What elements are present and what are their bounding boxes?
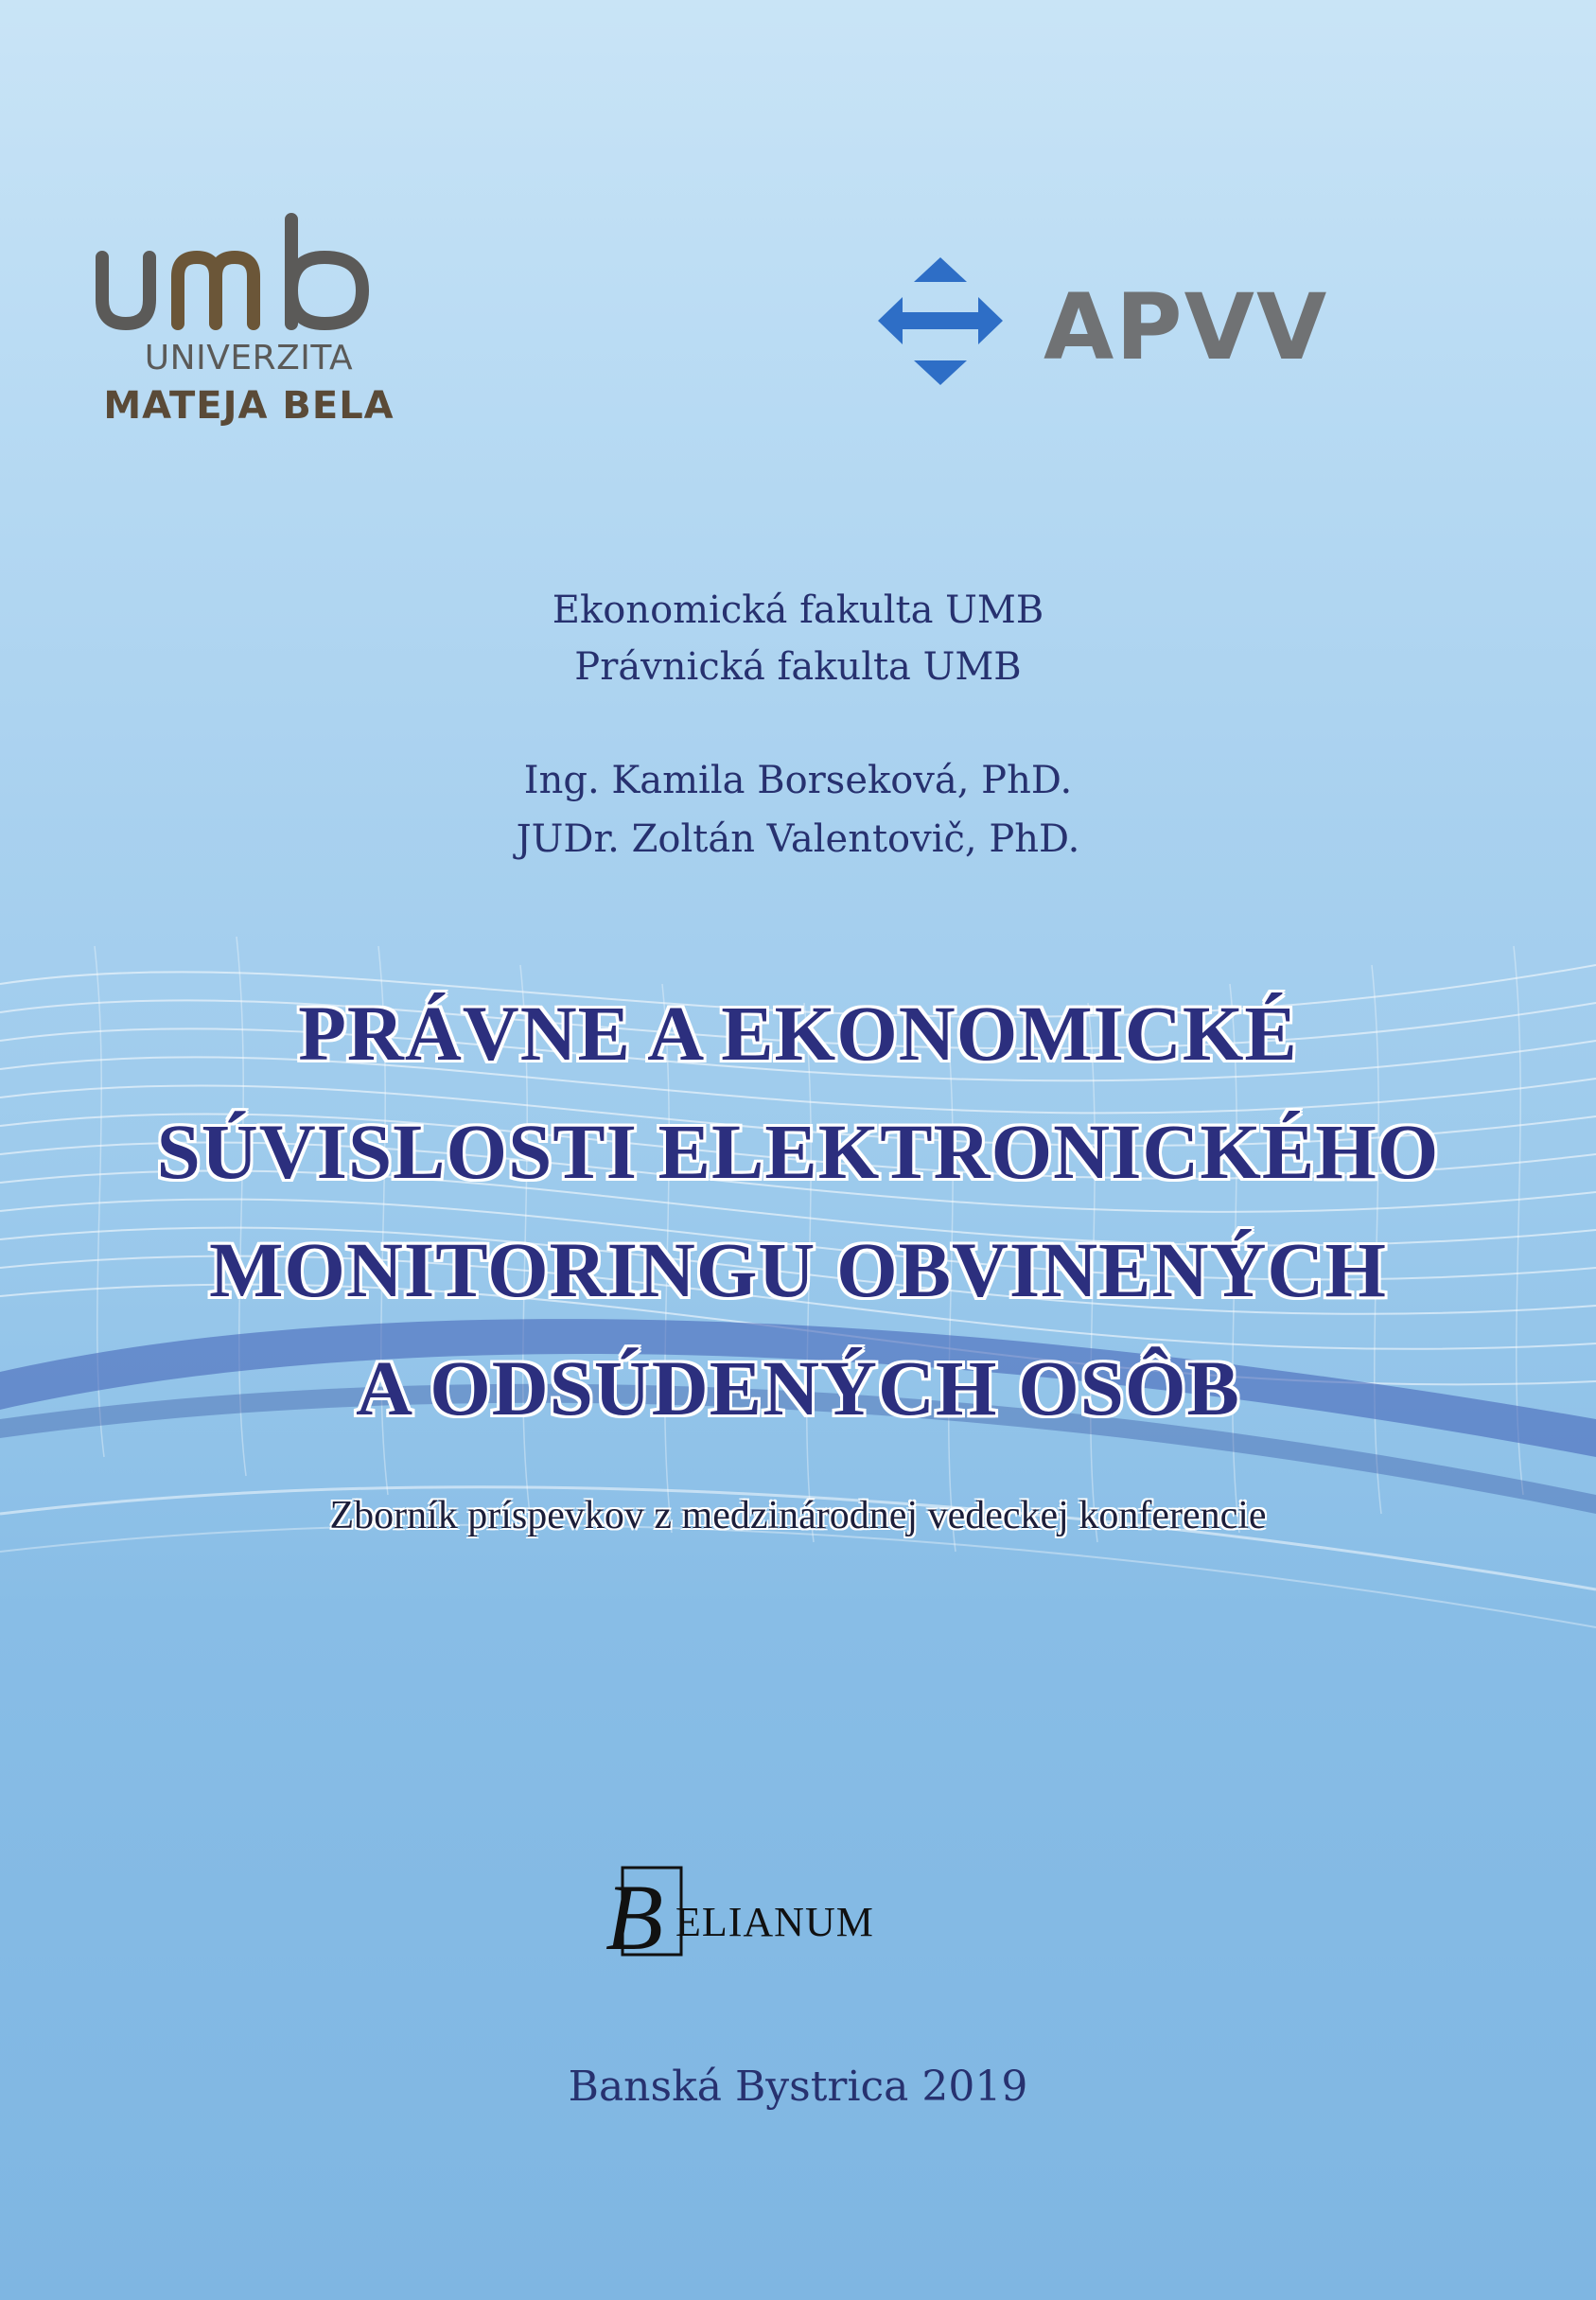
svg-text:B: B	[605, 1865, 664, 1960]
faculty-line-2: Právnická fakulta UMB	[574, 645, 1022, 689]
title-line-4: A ODSÚDENÝCH OSÔB	[356, 1344, 1240, 1431]
umb-wordmark-icon	[93, 210, 405, 333]
apvv-logo-text: APVV	[1044, 274, 1329, 380]
umb-logo-line2: MATEJA BELA	[103, 384, 395, 428]
publisher-name: ELIANUM	[675, 1899, 874, 1945]
title-line-2: SÚVISLOSTI ELEKTRONICKÉHO	[156, 1108, 1440, 1195]
author-line-1: Ing. Kamila Borseková, PhD.	[523, 759, 1073, 802]
author-line-2: JUDr. Zoltán Valentovič, PhD.	[516, 817, 1080, 861]
umb-logo	[93, 210, 414, 437]
book-subtitle: Zborník príspevkov z medzinárodnej vedeckej konferencie	[329, 1494, 1267, 1537]
publisher-logo	[602, 1862, 999, 1966]
book-title	[0, 974, 1596, 1448]
faculty-line-1: Ekonomická fakulta UMB	[552, 588, 1044, 632]
apvv-arrows-icon	[878, 257, 1003, 385]
title-line-3: MONITORINGU OBVINENÝCH	[209, 1226, 1387, 1313]
title-line-1: PRÁVNE A EKONOMICKÉ	[298, 990, 1298, 1077]
place-year: Banská Bystrica 2019	[568, 2063, 1028, 2111]
apvv-logo	[878, 257, 1329, 390]
umb-logo-line1: UNIVERZITA	[144, 339, 354, 377]
